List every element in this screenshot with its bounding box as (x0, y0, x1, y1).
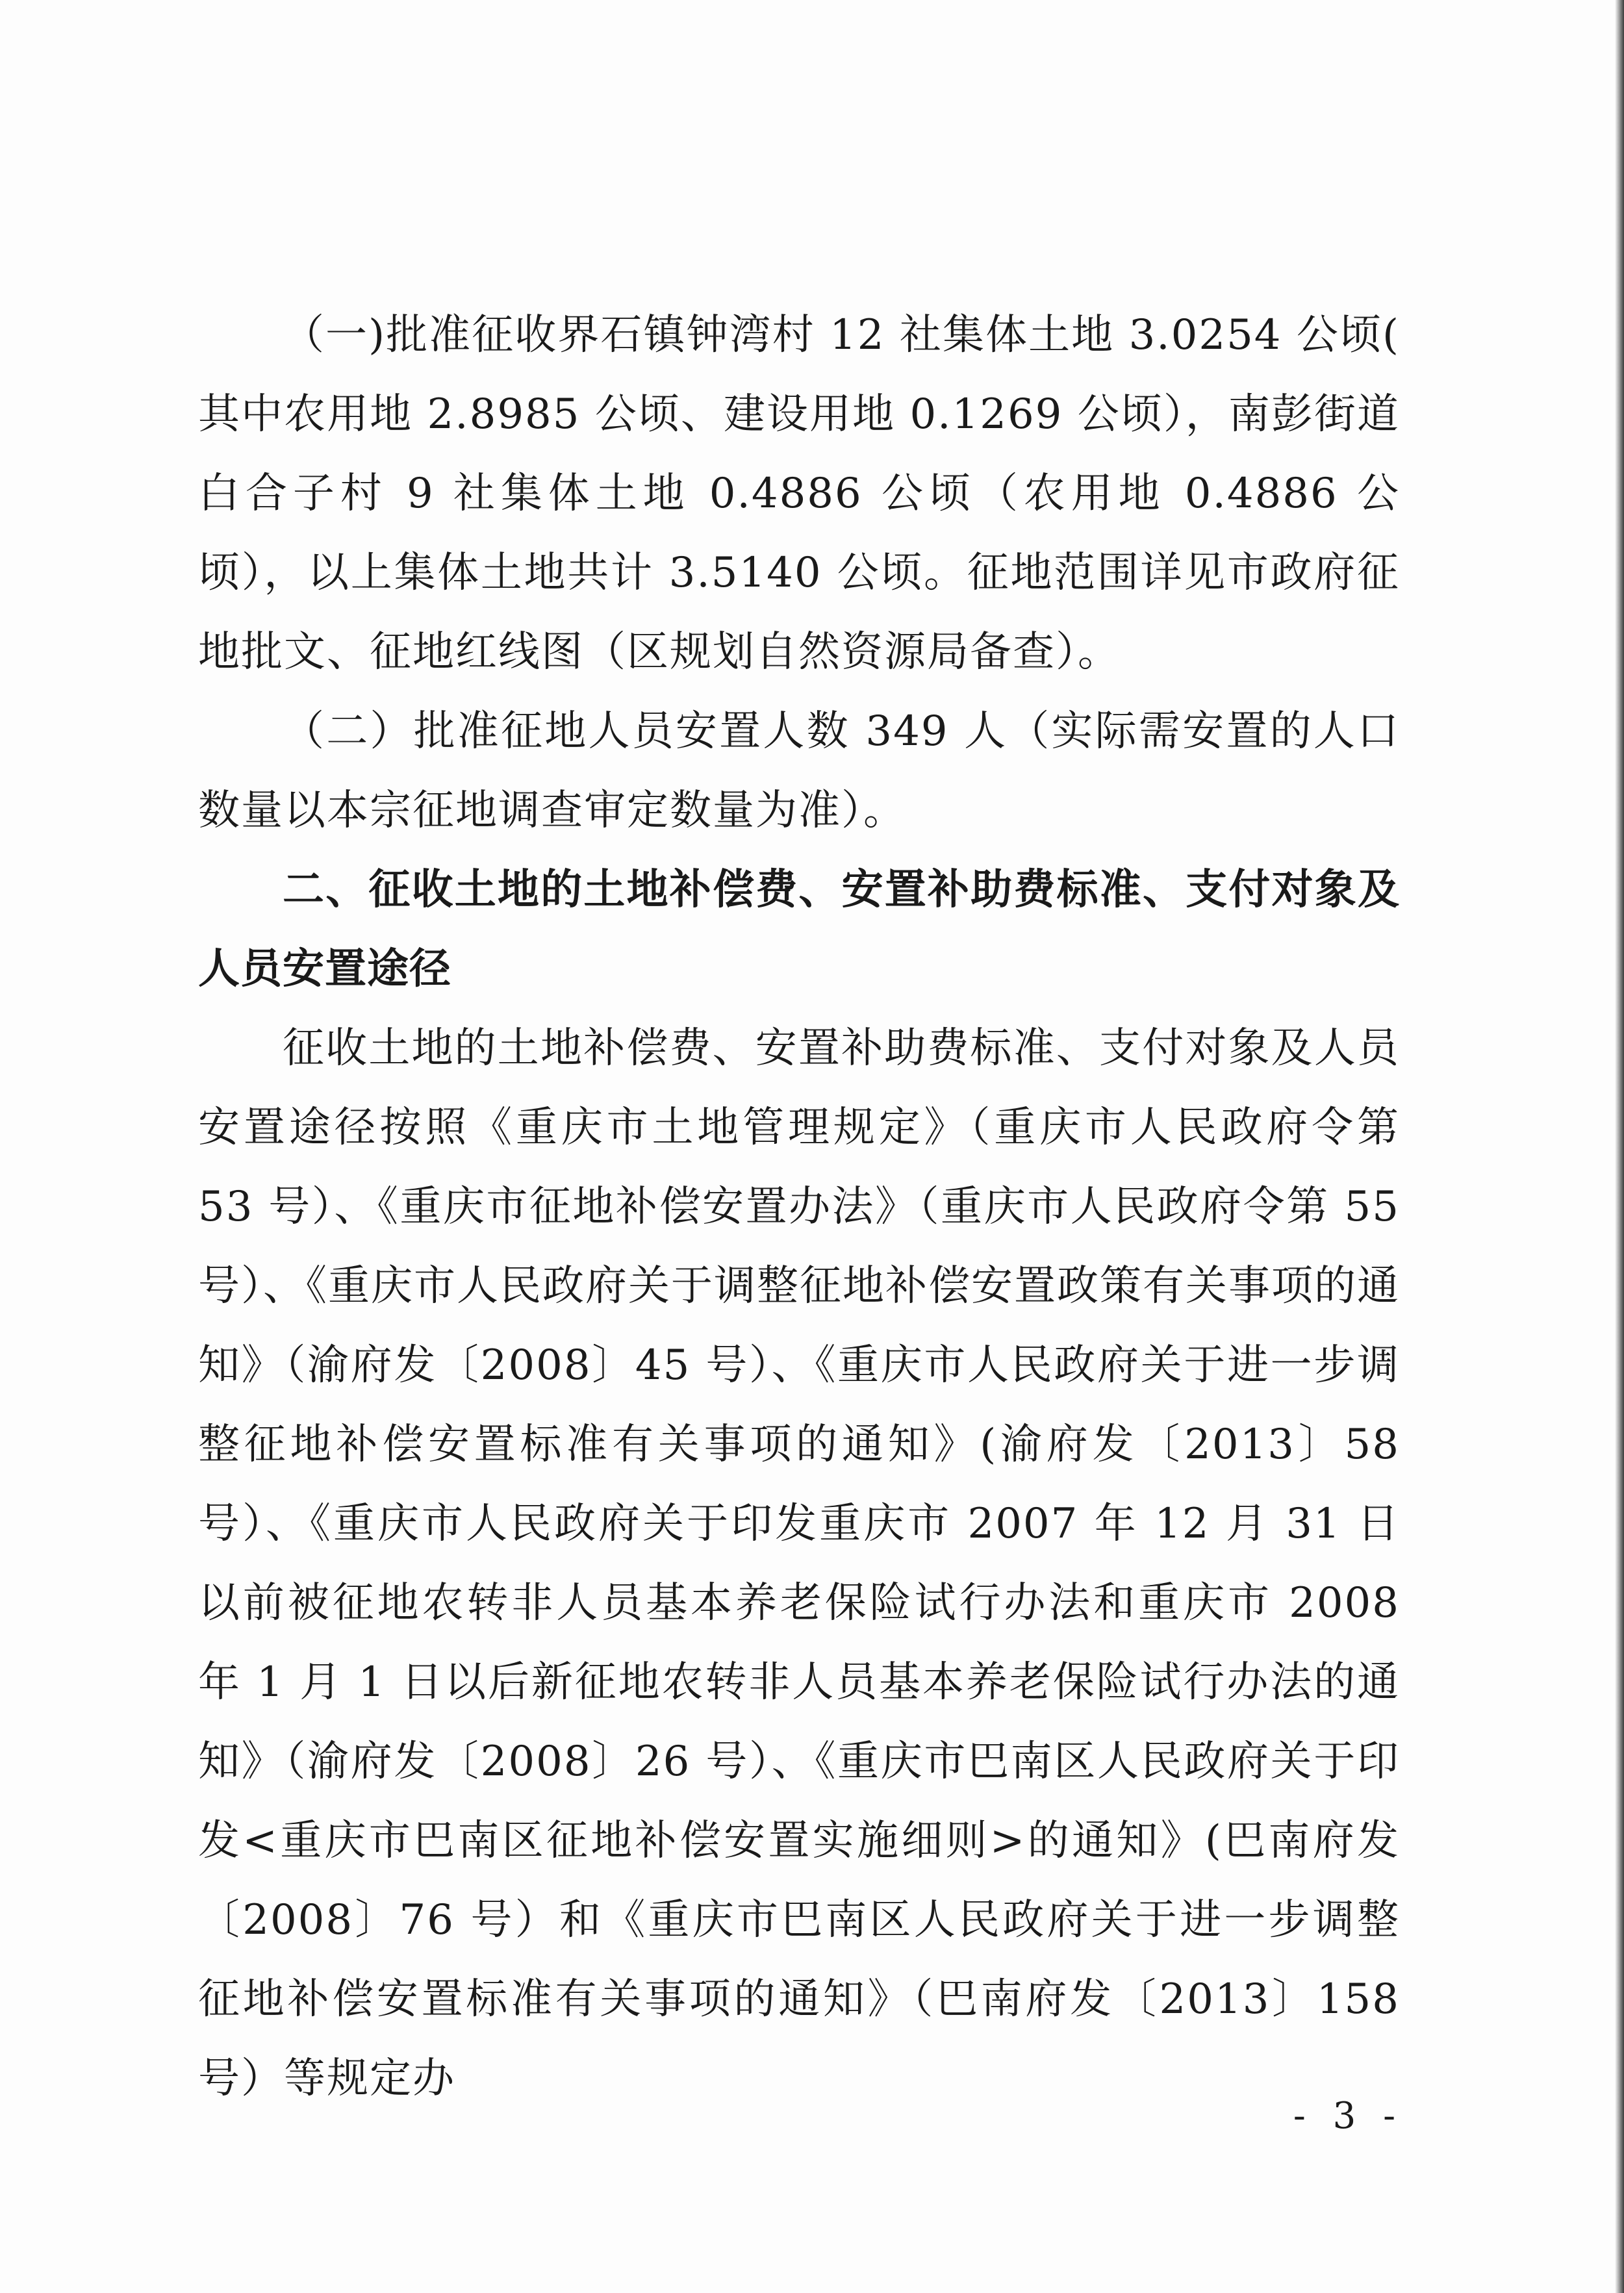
paragraph-land-area: （一)批准征收界石镇钟湾村 12 社集体土地 3.0254 公顷( 其中农用地 2.8985 公顷、建设用地 0.1269 公顷），南彭街道白合子村 9 社集体土地 0.4886 公顷（农用地 0.4886 公顷），以上集体土地共计 3.5140 公顷。征地范围详见市政府征地批文、征地红线图（区规划自然资源局备查）。 (198, 311, 1400, 676)
paragraph-compensation-basis: 征收土地的土地补偿费、安置补助费标准、支付对象及人员安置途径按照《重庆市土地管理规定》（重庆市人民政府令第 53 号）、《重庆市征地补偿安置办法》（重庆市人民政府令第 55 号）、《重庆市人民政府关于调整征地补偿安置政策有关事项的通知》（渝府发〔2008〕45 号）、《重庆市人民政府关于进一步调整征地补偿安置标准有关事项的通知》(渝府发〔2013〕58 号）、《重庆市人民政府关于印发重庆市 2007 年 12 月 31 日以前被征地农转非人员基本养老保险试行办法和重庆市 2008 年 1 月 1 日以后新征地农转非人员基本养老保险试行办法的通知》（渝府发〔2008〕26 号）、《重庆市巴南区人民政府关于印发<重庆市巴南区征地补偿安置实施细则>的通知》(巴南府发〔2008〕76 号）和《重庆市巴南区人民政府关于进一步调整征地补偿安置标准有关事项的通知》（巴南府发〔2013〕158 号）等规定办 (198, 1024, 1400, 2103)
document-body (198, 296, 1400, 2118)
section-heading: 二、征收土地的土地补偿费、安置补助费标准、支付对象及人员安置途径 (198, 866, 1400, 993)
page-edge-shadow (1615, 0, 1624, 2293)
paragraph-resettlement-count: （二）批准征地人员安置人数 349 人（实际需安置的人口数量以本宗征地调查审定数量为准）。 (198, 707, 1400, 835)
page-number: - 3 - (1293, 2095, 1403, 2137)
